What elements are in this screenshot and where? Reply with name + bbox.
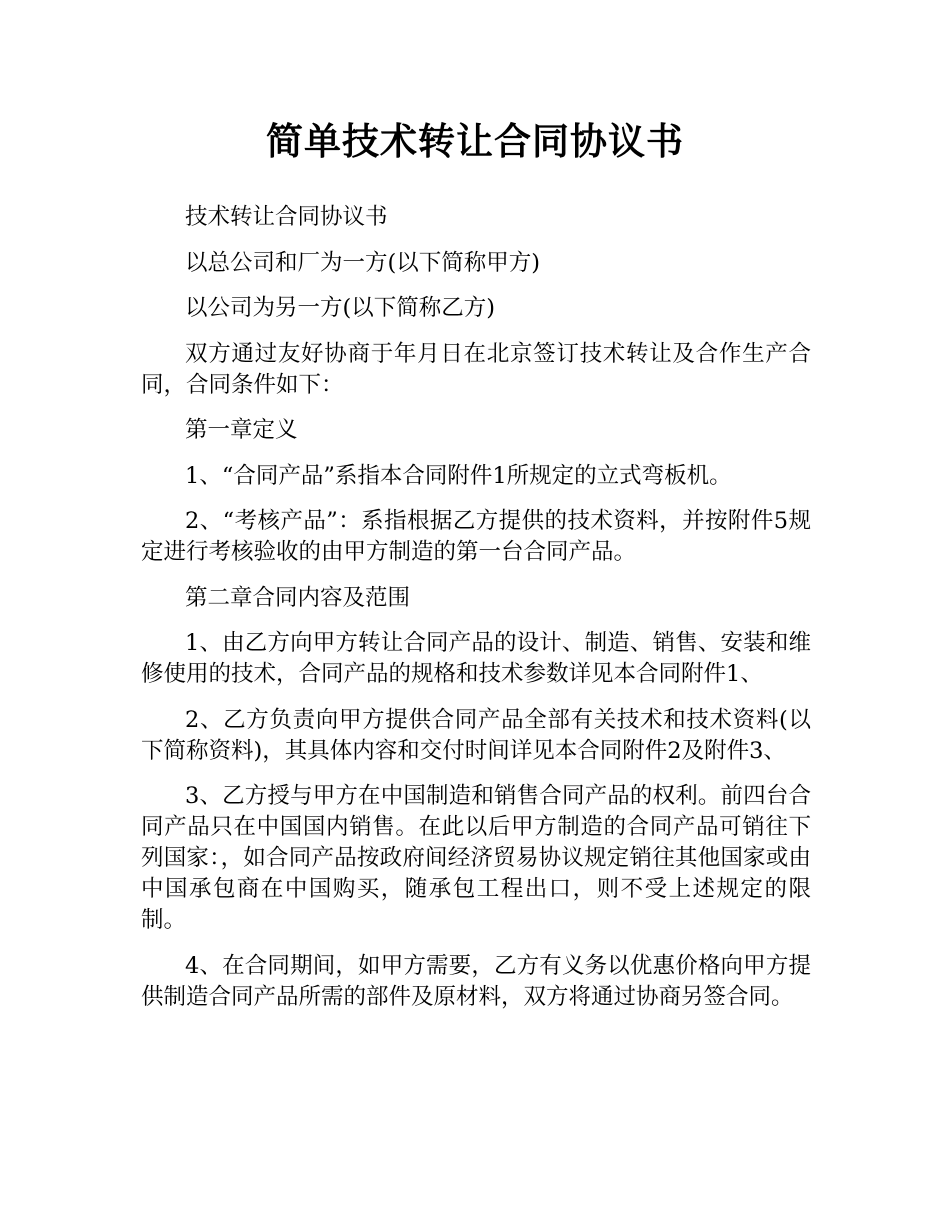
chapter-2-item-4: 4、在合同期间，如甲方需要，乙方有义务以优惠价格向甲方提供制造合同产品所需的部件及原材料，双方将通过协商另签合同。 xyxy=(141,952,811,1010)
chapter-1-item-1: 1、“合同产品”系指本合同附件1所规定的立式弯板机。 xyxy=(185,462,732,489)
chapter-2-heading: 第二章合同内容及范围 xyxy=(185,584,411,611)
paragraph-heading: 技术转让合同协议书 xyxy=(185,204,388,230)
paragraph-party-a: 以总公司和厂为一方(以下简称甲方) xyxy=(185,249,541,276)
chapter-2-item-3: 3、乙方授与甲方在中国制造和销售合同产品的权利。前四台合同产品只在中国国内销售。在此以后甲方制造的合同产品可销往下列国家：，如合同产品按政府间经济贸易协议规定销往其他国家或由中国承包商在中国购买，随承包工程出口，则不受上述规定的限制。 xyxy=(141,783,811,933)
document-title: 简单技术转让合同协议书 xyxy=(266,120,684,163)
chapter-1-item-2: 2、“考核产品”：系指根据乙方提供的技术资料，并按附件5规定进行考核验收的由甲方制造的第一台合同产品。 xyxy=(141,508,811,565)
paragraph-intro: 双方通过友好协商于年月日在北京签订技术转让及合作生产合同，合同条件如下： xyxy=(141,340,811,398)
paragraph-party-b: 以公司为另一方(以下简称乙方) xyxy=(185,295,496,321)
chapter-1-heading: 第一章定义 xyxy=(185,417,298,443)
chapter-2-item-1: 1、由乙方向甲方转让合同产品的设计、制造、销售、安装和维修使用的技术，合同产品的规格和技术参数详见本合同附件1、 xyxy=(141,630,811,687)
document-body xyxy=(141,202,811,1027)
chapter-2-item-2: 2、乙方负责向甲方提供合同产品全部有关技术和技术资料(以下简称资料)，其具体内容和交付时间详见本合同附件2及附件3、 xyxy=(141,706,811,764)
